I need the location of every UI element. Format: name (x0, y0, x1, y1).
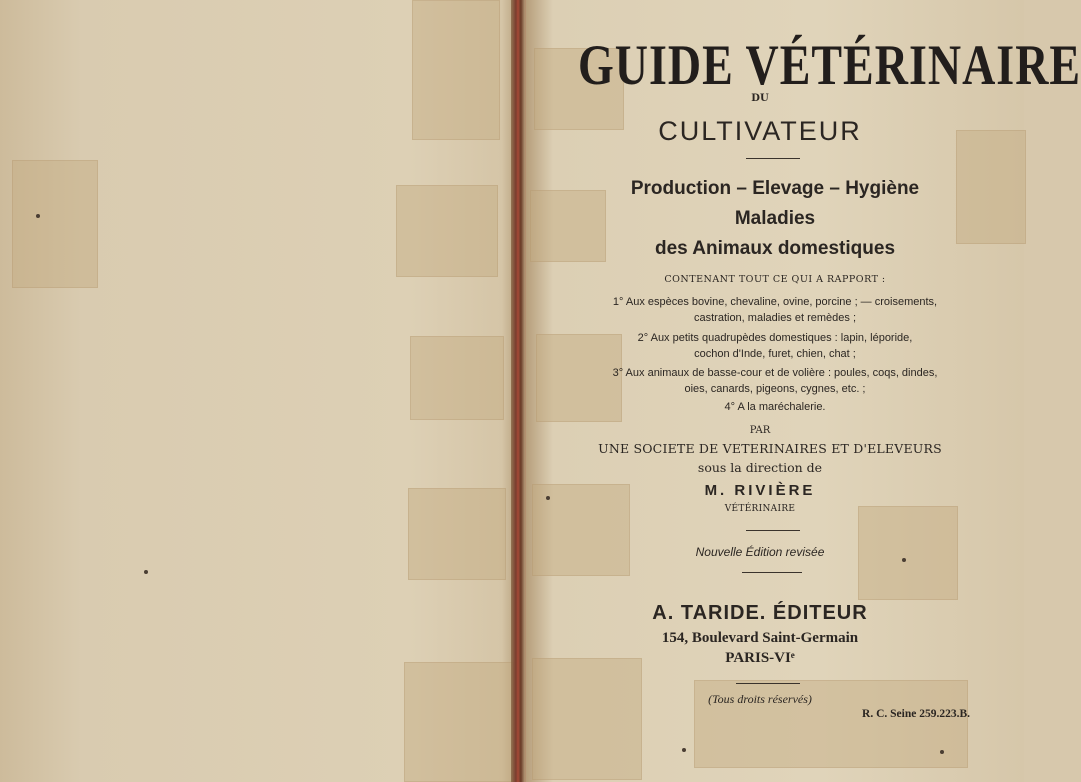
tape-patch (408, 488, 506, 580)
rights-notice: (Tous droits réservés) (708, 692, 812, 706)
left-blank-page (0, 0, 516, 782)
contents-item: 4° A la maréchalerie. (724, 401, 826, 413)
subtitle-line: Maladies (734, 208, 816, 229)
publisher-address: 154, Boulevard Saint-Germain (661, 630, 859, 646)
contents-item: 3° Aux animaux de basse-cour et de volière : poules, coqs, dindes, (612, 367, 938, 379)
publisher-city: PARIS-VIᵉ (725, 650, 795, 666)
tape-patch (396, 185, 498, 277)
author-name: M. RIVIÈRE (704, 482, 816, 499)
contents-item: oies, canards, pigeons, cygnes, etc. ; (684, 383, 866, 395)
book-title: GUIDE VÉTÉRINAIRE (578, 32, 1081, 97)
paper-stain (682, 748, 686, 752)
divider (746, 530, 800, 531)
registry-number: R. C. Seine 259.223.B. (862, 708, 970, 720)
book-spine (511, 0, 525, 782)
paper-stain (546, 496, 550, 500)
book-subject: CULTIVATEUR (658, 116, 862, 146)
edition-note: Nouvelle Édition revisée (695, 545, 825, 559)
contents-item: cochon d'Inde, furet, chien, chat ; (694, 348, 856, 360)
subtitle-line: Production – Elevage – Hygiène (630, 178, 920, 199)
contents-item: 1° Aux espèces bovine, chevaline, ovine, porcine ; — croisements, (612, 296, 938, 308)
paper-stain (940, 750, 944, 754)
contents-item: castration, maladies et remèdes ; (693, 312, 857, 324)
tape-patch (412, 0, 500, 140)
paper-stain (902, 558, 906, 562)
author-title: VÉTÉRINAIRE (724, 504, 796, 514)
tape-patch (410, 336, 504, 420)
contents-intro: CONTENANT TOUT CE QUI A RAPPORT : (664, 274, 886, 285)
paper-stain (144, 570, 148, 574)
title-connector: DU (751, 93, 769, 104)
author-society: UNE SOCIETE DE VETERINAIRES ET D'ELEVEURS (598, 441, 942, 456)
tape-patch (404, 662, 514, 782)
tape-patch (12, 160, 98, 288)
subtitle-line: des Animaux domestiques (654, 238, 896, 259)
by-label: PAR (749, 425, 771, 436)
divider (742, 572, 802, 573)
direction-label: sous la direction de (697, 460, 823, 475)
tape-patch (532, 658, 642, 780)
divider (736, 683, 800, 684)
contents-item: 2° Aux petits quadrupèdes domestiques : lapin, léporide, (637, 332, 913, 344)
paper-stain (36, 214, 40, 218)
divider (746, 158, 800, 159)
publisher-name: A. TARIDE. ÉDITEUR (652, 602, 868, 624)
